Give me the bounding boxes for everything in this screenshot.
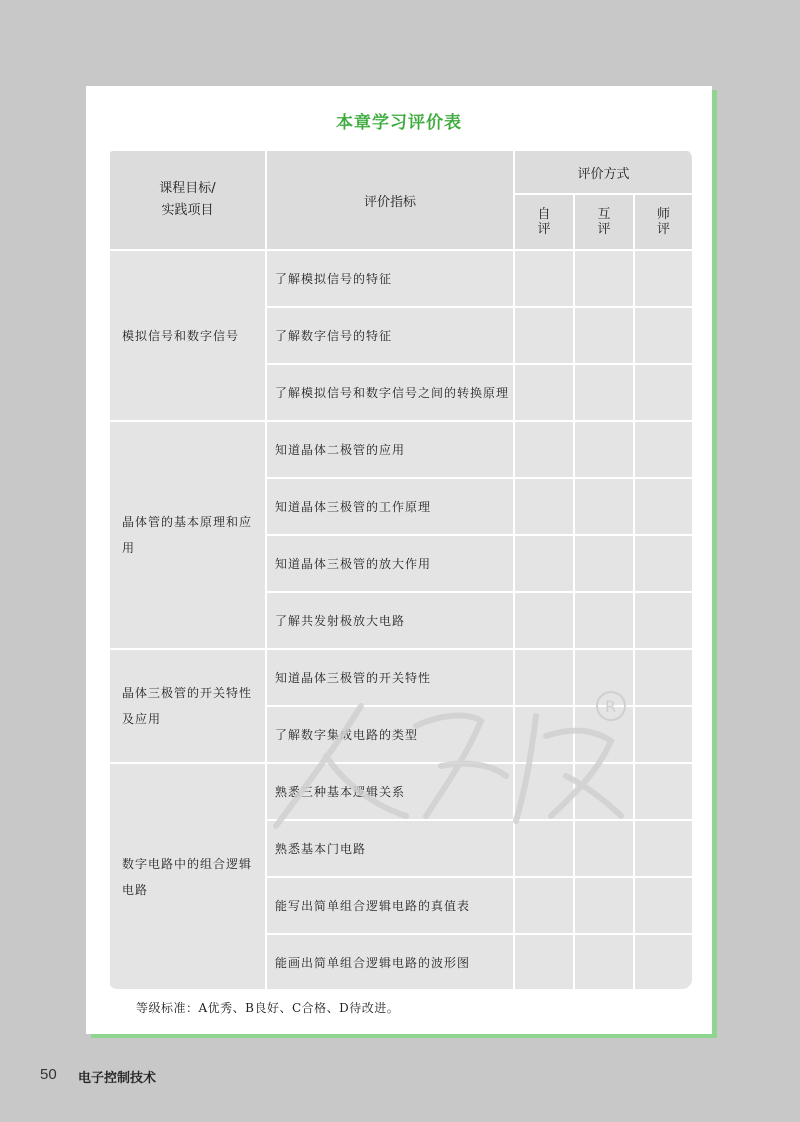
indicator-cell: 了解模拟信号和数字信号之间的转换原理	[266, 364, 514, 421]
peer-eval-cell[interactable]	[574, 307, 634, 364]
teacher-eval-cell[interactable]	[634, 364, 692, 421]
header-peer-label: 互评	[597, 207, 611, 237]
peer-eval-cell[interactable]	[574, 763, 634, 820]
header-teacher-label: 师评	[656, 207, 670, 237]
self-eval-cell[interactable]	[514, 763, 574, 820]
page-number: 50	[40, 1066, 57, 1083]
indicator-cell: 能写出简单组合逻辑电路的真值表	[266, 877, 514, 934]
self-eval-cell[interactable]	[514, 592, 574, 649]
table-row	[109, 763, 692, 820]
self-eval-cell[interactable]	[514, 421, 574, 478]
indicator-cell: 了解数字集成电路的类型	[266, 706, 514, 763]
book-title: 电子控制技术	[78, 1071, 157, 1086]
indicator-cell: 了解共发射极放大电路	[266, 592, 514, 649]
grade-note: 等级标准：A优秀、B良好、C合格、D待改进。	[136, 1001, 400, 1015]
header-indicator: 评价指标	[266, 150, 514, 250]
teacher-eval-cell[interactable]	[634, 820, 692, 877]
indicator-cell: 知道晶体三极管的工作原理	[266, 478, 514, 535]
peer-eval-cell[interactable]	[574, 934, 634, 989]
goal-cell: 晶体三极管的开关特性及应用	[109, 649, 266, 763]
indicator-cell: 了解模拟信号的特征	[266, 250, 514, 307]
goal-cell: 晶体管的基本原理和应用	[109, 421, 266, 649]
peer-eval-cell[interactable]	[574, 535, 634, 592]
teacher-eval-cell[interactable]	[634, 307, 692, 364]
peer-eval-cell[interactable]	[574, 877, 634, 934]
header-method: 评价方式	[514, 150, 692, 194]
peer-eval-cell[interactable]	[574, 706, 634, 763]
teacher-eval-cell[interactable]	[634, 421, 692, 478]
self-eval-cell[interactable]	[514, 364, 574, 421]
goal-cell: 模拟信号和数字信号	[109, 250, 266, 421]
page	[86, 86, 712, 1034]
self-eval-cell[interactable]	[514, 535, 574, 592]
self-eval-cell[interactable]	[514, 478, 574, 535]
header-self	[514, 194, 574, 250]
indicator-cell: 能画出简单组合逻辑电路的波形图	[266, 934, 514, 989]
goal-cell: 数字电路中的组合逻辑电路	[109, 763, 266, 989]
self-eval-cell[interactable]	[514, 649, 574, 706]
header-peer	[574, 194, 634, 250]
indicator-cell: 熟悉基本门电路	[266, 820, 514, 877]
table-body	[109, 250, 692, 989]
self-eval-cell[interactable]	[514, 706, 574, 763]
self-eval-cell[interactable]	[514, 934, 574, 989]
peer-eval-cell[interactable]	[574, 592, 634, 649]
indicator-cell: 知道晶体三极管的放大作用	[266, 535, 514, 592]
indicator-cell: 知道晶体三极管的开关特性	[266, 649, 514, 706]
self-eval-cell[interactable]	[514, 820, 574, 877]
teacher-eval-cell[interactable]	[634, 763, 692, 820]
peer-eval-cell[interactable]	[574, 250, 634, 307]
peer-eval-cell[interactable]	[574, 364, 634, 421]
header-teacher	[634, 194, 692, 250]
evaluation-table	[108, 149, 692, 989]
header-self-label: 自评	[537, 207, 551, 237]
teacher-eval-cell[interactable]	[634, 649, 692, 706]
self-eval-cell[interactable]	[514, 877, 574, 934]
peer-eval-cell[interactable]	[574, 649, 634, 706]
header-goal-line2: 实践项目	[161, 203, 214, 218]
table-row	[109, 250, 692, 307]
teacher-eval-cell[interactable]	[634, 250, 692, 307]
table-row	[109, 421, 692, 478]
indicator-cell: 熟悉三种基本逻辑关系	[266, 763, 514, 820]
peer-eval-cell[interactable]	[574, 421, 634, 478]
peer-eval-cell[interactable]	[574, 478, 634, 535]
header-goal-line1: 课程目标/	[159, 181, 216, 196]
self-eval-cell[interactable]	[514, 307, 574, 364]
table-row	[109, 649, 692, 706]
page-title: 本章学习评价表	[336, 113, 462, 133]
self-eval-cell[interactable]	[514, 250, 574, 307]
teacher-eval-cell[interactable]	[634, 478, 692, 535]
teacher-eval-cell[interactable]	[634, 592, 692, 649]
evaluation-table-grid	[108, 149, 692, 989]
teacher-eval-cell[interactable]	[634, 934, 692, 989]
header-goal	[109, 150, 266, 250]
teacher-eval-cell[interactable]	[634, 535, 692, 592]
indicator-cell: 了解数字信号的特征	[266, 307, 514, 364]
svg-text:R: R	[605, 697, 617, 716]
teacher-eval-cell[interactable]	[634, 706, 692, 763]
peer-eval-cell[interactable]	[574, 820, 634, 877]
indicator-cell: 知道晶体二极管的应用	[266, 421, 514, 478]
teacher-eval-cell[interactable]	[634, 877, 692, 934]
